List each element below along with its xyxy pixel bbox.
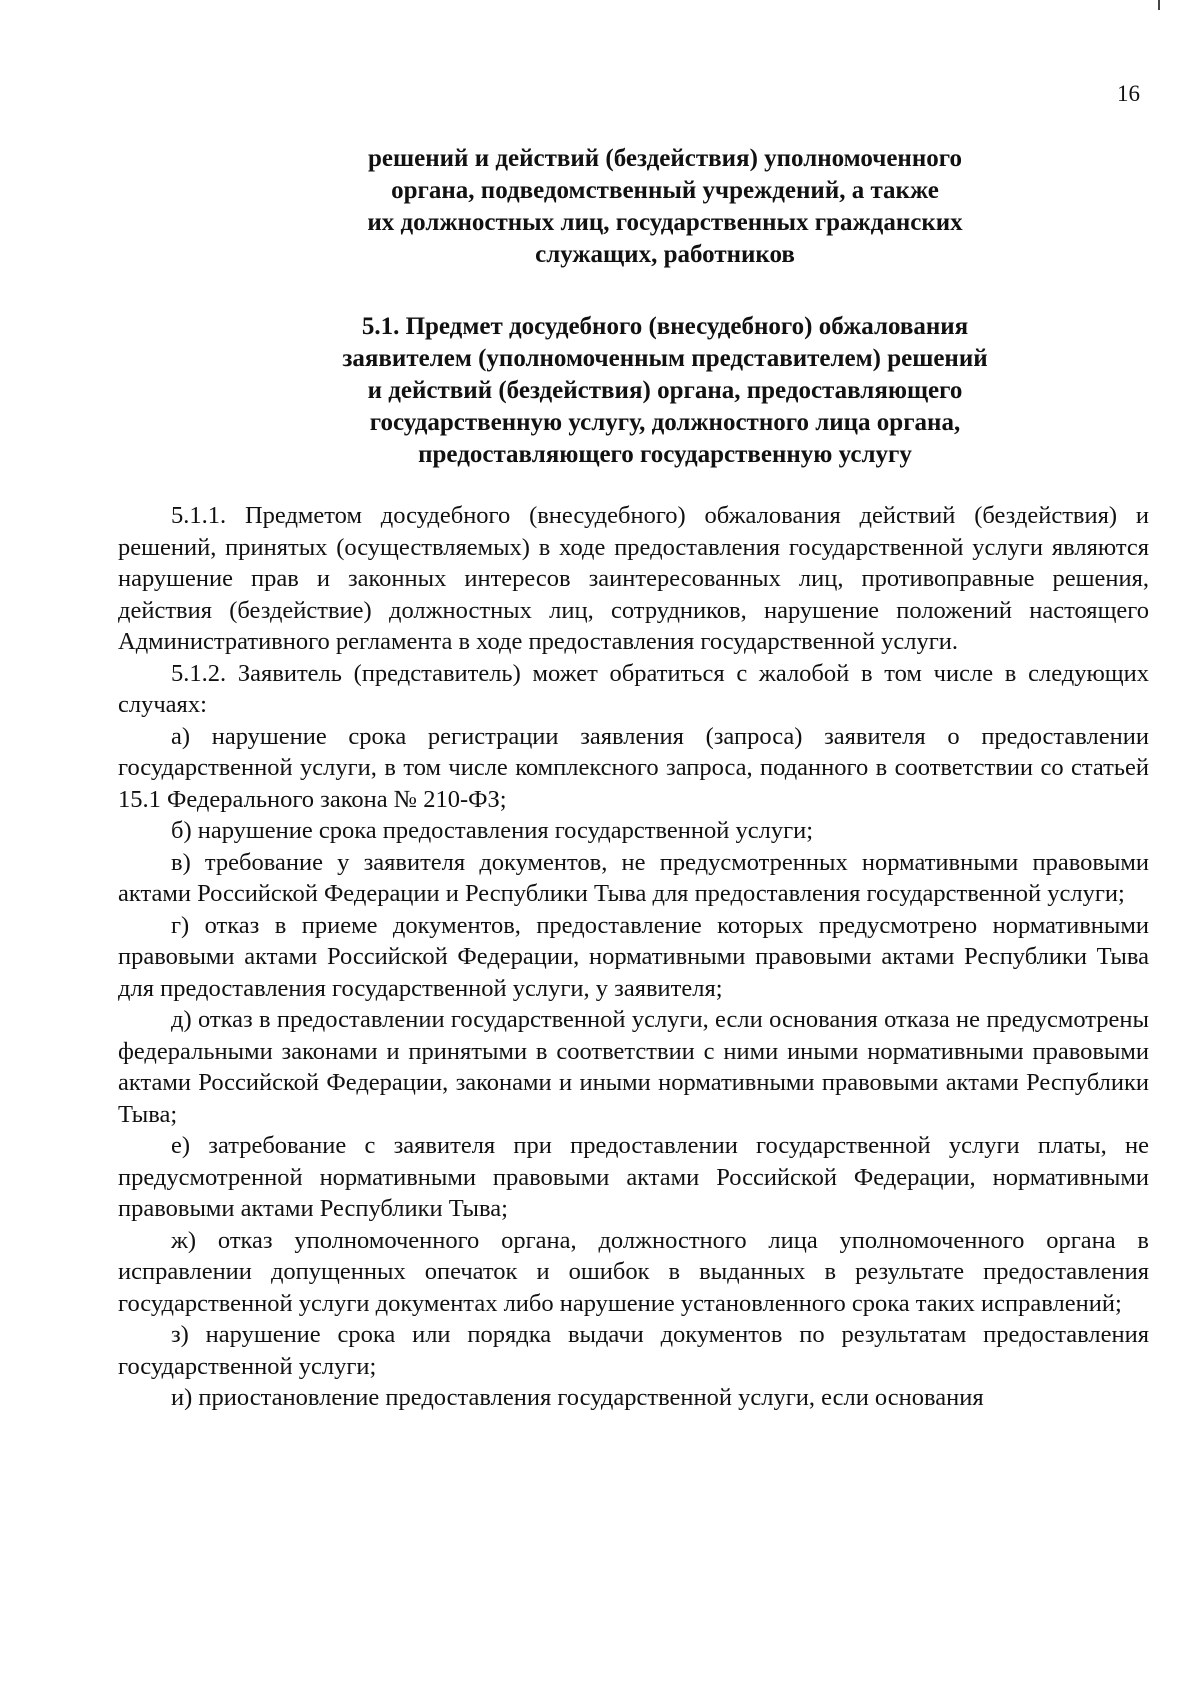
- section-heading-line: органа, подведомственный учреждений, а также: [391, 177, 939, 204]
- page-number: 16: [1117, 81, 1140, 106]
- list-item-z: з) нарушение срока или порядка выдачи документов по результатам предоставления государственной услуги;: [118, 1321, 1149, 1380]
- section-heading: [240, 143, 1090, 271]
- list-item-e: е) затребование с заявителя при предоставлении государственной услуги платы, не предусмотренной нормативными правовыми актами Российской Федерации, нормативными правовыми актами Республики Тыва;: [118, 1132, 1149, 1222]
- subsection-heading: [240, 311, 1090, 471]
- subsection-heading-line: 5.1. Предмет досудебного (внесудебного) обжалования: [361, 313, 969, 340]
- body-text: [118, 500, 1149, 1414]
- list-item-v: в) требование у заявителя документов, не предусмотренных нормативными правовыми актами Российской Федерации и Республики Тыва для предоставления государственной услуги;: [118, 848, 1149, 907]
- list-item-a: а) нарушение срока регистрации заявления (запроса) заявителя о предоставлении государственной услуги, в том числе комплексного запроса, поданного в соответствии со статьей 15.1 Федерального закона № 210-ФЗ;: [118, 722, 1149, 813]
- list-item-g: г) отказ в приеме документов, предоставление которых предусмотрено нормативными правовыми актами Российской Федерации, нормативными правовыми актами Республики Тыва для предоставления государственной услуги, у заявителя;: [118, 911, 1149, 1002]
- section-heading-line: решений и действий (бездействия) уполномоченного: [368, 145, 962, 172]
- section-heading-line: их должностных лиц, государственных гражданских: [367, 209, 963, 236]
- subsection-heading-line: государственную услугу, должностного лица органа,: [369, 409, 961, 436]
- subsection-heading-line: и действий (бездействия) органа, предоставляющего: [367, 377, 963, 404]
- paragraph-5-1-2: 5.1.2. Заявитель (представитель) может обратиться с жалобой в том числе в следующих случаях:: [118, 659, 1149, 718]
- list-item-d: д) отказ в предоставлении государственной услуги, если основания отказа не предусмотрены федеральными законами и принятыми в соответствии с ними иными нормативными правовыми актами Российской Федерации, законами и иными нормативными правовыми актами Республики Тыва;: [118, 1006, 1149, 1128]
- subsection-heading-line: заявителем (уполномоченным представителем) решений: [342, 345, 988, 372]
- section-heading-line: служащих, работников: [535, 241, 795, 268]
- subsection-heading-line: предоставляющего государственную услугу: [418, 441, 912, 468]
- list-item-b: б) нарушение срока предоставления государственной услуги;: [171, 817, 814, 844]
- scan-mark: [1158, 0, 1160, 10]
- list-item-i: и) приостановление предоставления государственной услуги, если основания: [171, 1384, 984, 1411]
- paragraph-5-1-1: 5.1.1. Предметом досудебного (внесудебного) обжалования действий (бездействия) и решений, принятых (осуществляемых) в ходе предоставления государственной услуги являются нарушение прав и законных интересов заинтересованных лиц, противоправные решения, действия (бездействие) должностных лиц, сотрудников, нарушение положений настоящего Административного регламента в ходе предоставления государственной услуги.: [118, 502, 1149, 655]
- list-item-zh: ж) отказ уполномоченного органа, должностного лица уполномоченного органа в исправлении допущенных опечаток и ошибок в выданных в результате предоставления государственной услуги документах либо нарушение установленного срока таких исправлений;: [118, 1226, 1149, 1317]
